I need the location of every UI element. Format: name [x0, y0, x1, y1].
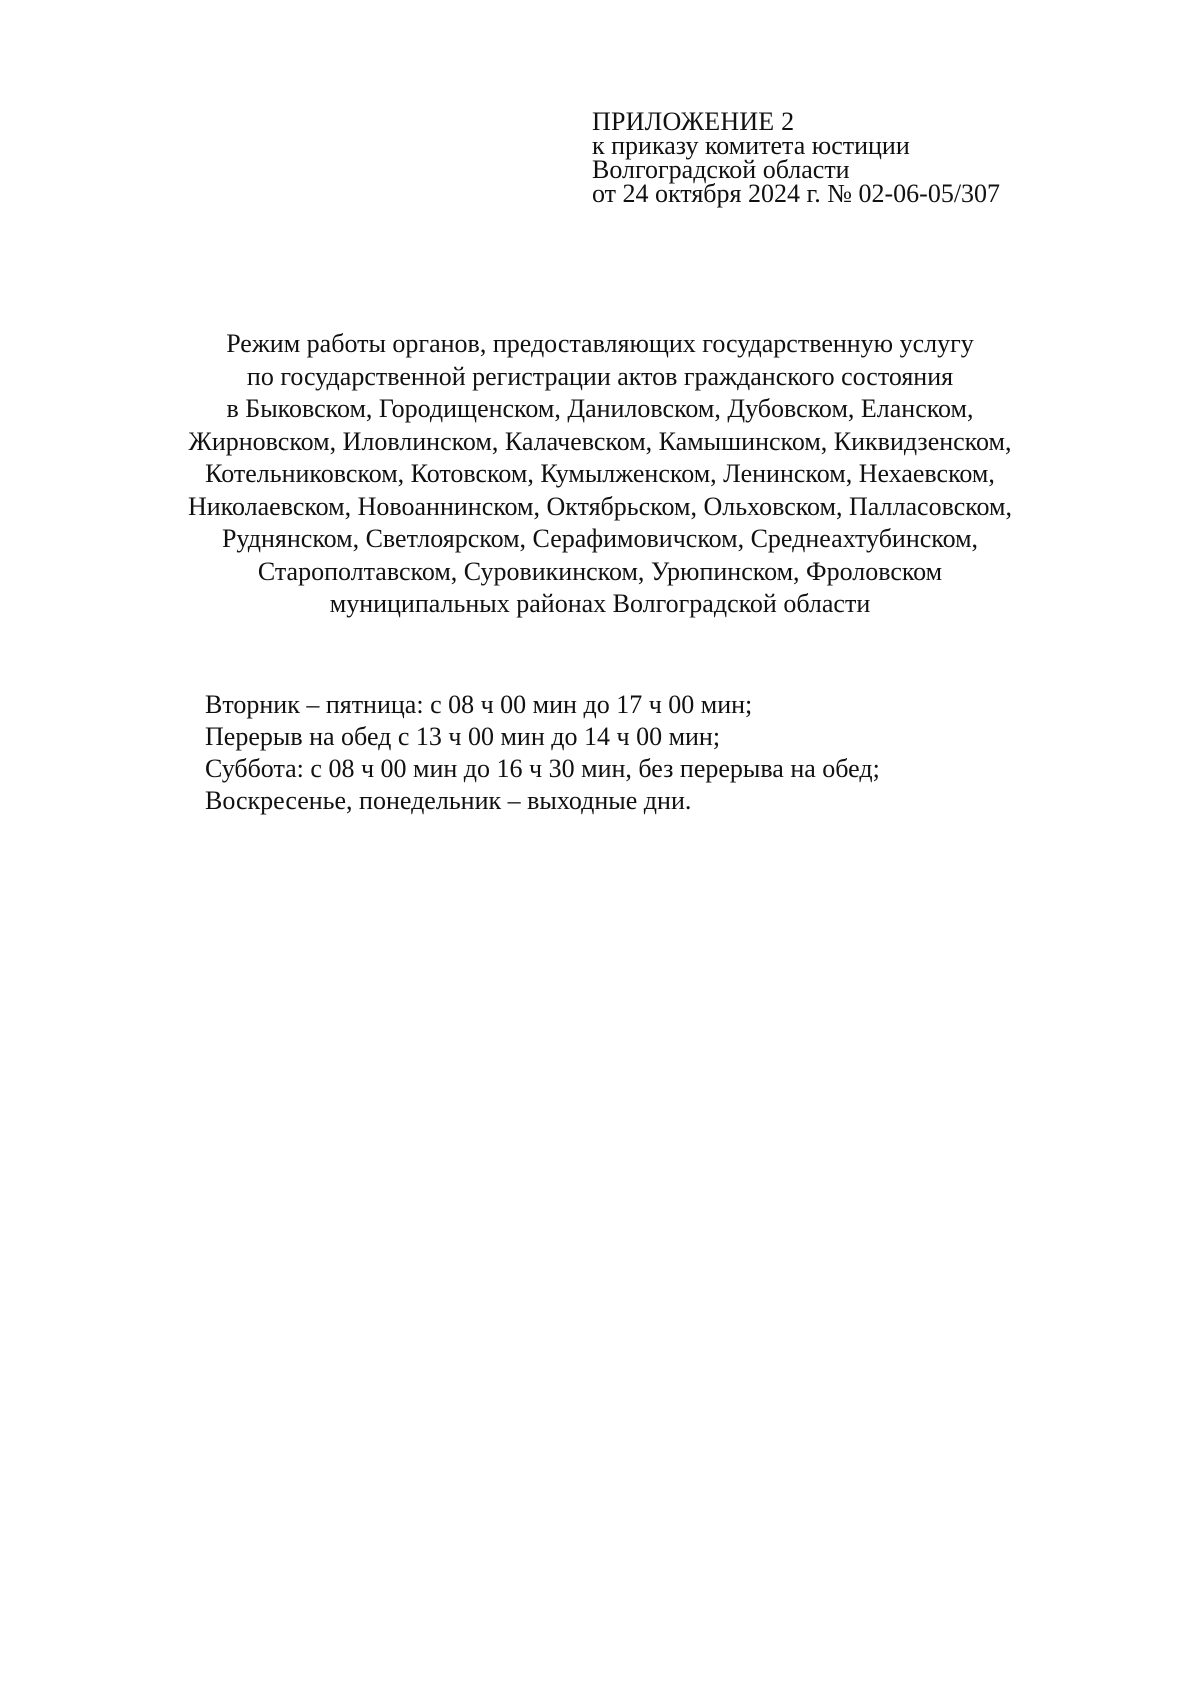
appendix-line: к приказу комитета юстиции: [592, 131, 910, 160]
work-schedule: [205, 689, 1105, 817]
title-line: Николаевском, Новоаннинском, Октябрьском, Ольховском, Палласовском,: [187, 491, 1013, 521]
title-line: Режим работы органов, предоставляющих государственную услугу: [226, 329, 974, 358]
schedule-line: Вторник – пятница: с 08 ч 00 мин до 17 ч 00 мин;: [205, 690, 753, 719]
title-line: в Быковском, Городищенском, Даниловском, Дубовском, Еланском,: [226, 394, 974, 423]
title-line: Котельниковском, Котовском, Кумылженском, Ленинском, Нехаевском,: [205, 459, 995, 488]
title-line: Руднянском, Светлоярском, Серафимовичском, Среднеахтубинском,: [221, 524, 979, 553]
appendix-line: Волгоградской области: [592, 155, 850, 184]
title-line: по государственной регистрации актов гражданского состояния: [246, 361, 954, 391]
schedule-line: Воскресенье, понедельник – выходные дни.: [205, 786, 692, 815]
appendix-line: от 24 октября 2024 г. № 02-06-05/307: [592, 179, 1001, 208]
document-title: [100, 328, 1100, 621]
appendix-heading: ПРИЛОЖЕНИЕ 2: [592, 107, 795, 136]
appendix-block: [592, 107, 1112, 208]
title-line: Жирновском, Иловлинском, Калачевском, Камышинском, Киквидзенском,: [188, 426, 1012, 456]
title-line: муниципальных районах Волгоградской области: [329, 589, 871, 618]
schedule-line: Суббота: с 08 ч 00 мин до 16 ч 30 мин, без перерыва на обед;: [205, 754, 880, 783]
schedule-line: Перерыв на обед с 13 ч 00 мин до 14 ч 00 мин;: [205, 722, 721, 751]
title-line: Старополтавском, Суровикинском, Урюпинском, Фроловском: [257, 556, 943, 586]
